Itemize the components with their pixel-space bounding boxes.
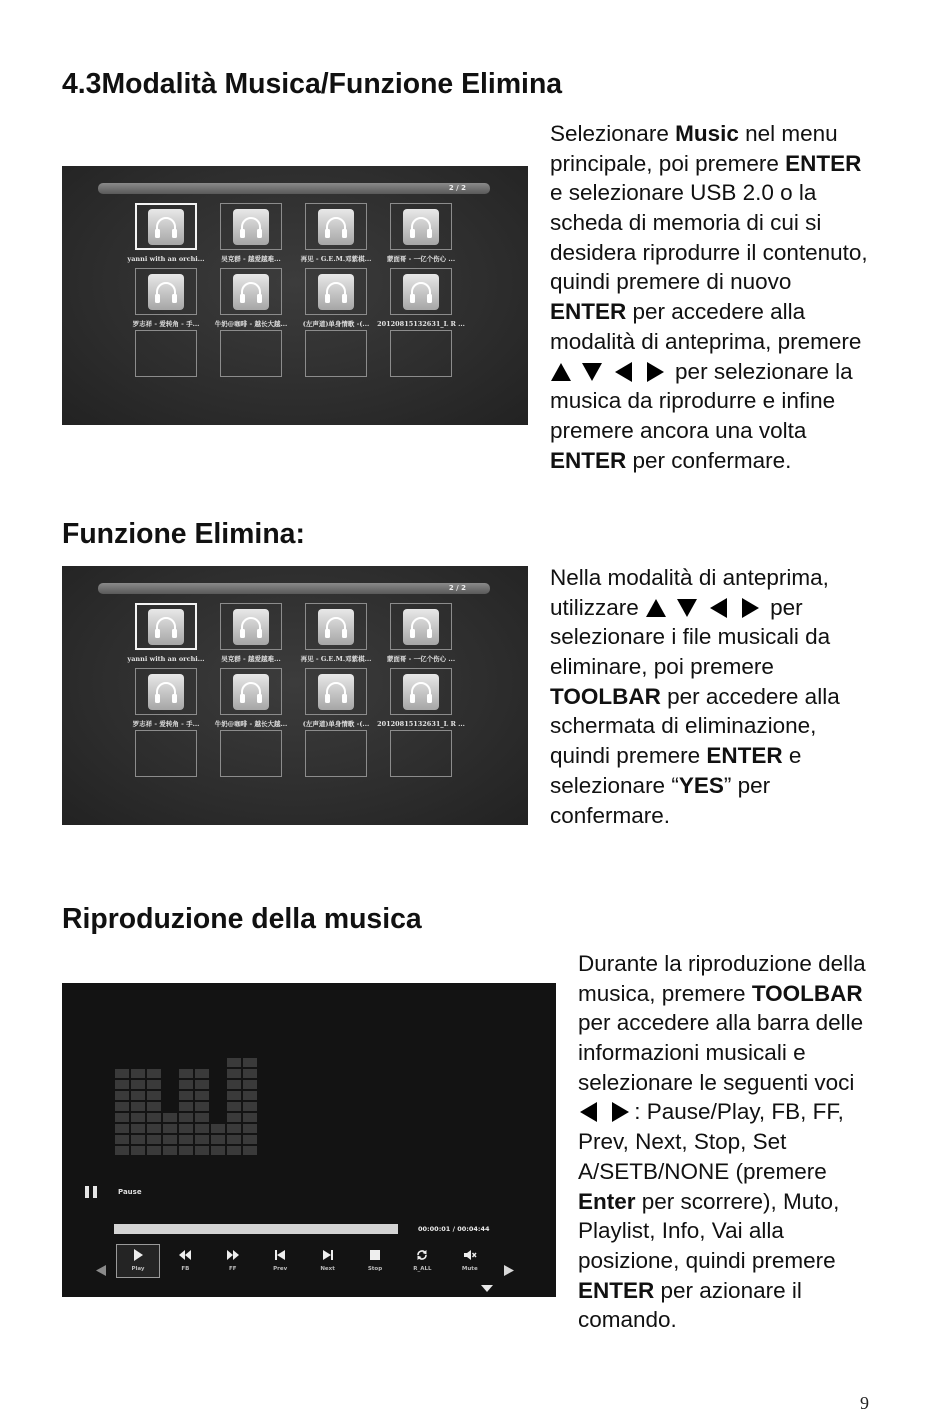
equalizer-block bbox=[147, 1080, 161, 1089]
headphones-icon bbox=[233, 274, 269, 310]
thumbnail-label: 吴克群 - 越爱越难... bbox=[221, 255, 281, 263]
text-run: per accedere alla bbox=[660, 683, 840, 709]
headphones-icon bbox=[318, 674, 354, 710]
music-thumbnail bbox=[305, 603, 367, 650]
text-line bbox=[550, 327, 868, 357]
text-run: per accedere alla barra delle bbox=[578, 1010, 864, 1036]
text-run: selezionare le seguenti voci bbox=[578, 1069, 855, 1095]
music-thumbnail bbox=[135, 268, 197, 315]
toolbar-button-label: Prev bbox=[273, 1266, 288, 1272]
empty-thumbnail-slot bbox=[220, 730, 282, 777]
equalizer-block bbox=[179, 1102, 193, 1111]
up-triangle-icon bbox=[645, 598, 667, 618]
text-run: selezionare i file musicali da bbox=[550, 624, 831, 650]
down-triangle-icon bbox=[676, 598, 698, 618]
text-run: Playlist, Info, Vai alla bbox=[578, 1218, 784, 1244]
left-triangle-icon bbox=[578, 1102, 600, 1122]
text-line bbox=[550, 563, 840, 593]
text-run: confermare. bbox=[550, 802, 671, 828]
music-thumbnail bbox=[220, 268, 282, 315]
equalizer-block bbox=[195, 1124, 209, 1133]
text-line bbox=[550, 593, 840, 623]
equalizer-block bbox=[115, 1091, 129, 1100]
equalizer-block bbox=[131, 1124, 145, 1133]
text-line bbox=[550, 711, 840, 741]
thumbnail-label: 罗志祥 - 爱转角 - 手... bbox=[132, 720, 200, 728]
equalizer-block bbox=[243, 1091, 257, 1100]
delete-function-instructions bbox=[550, 563, 840, 830]
equalizer-block bbox=[227, 1113, 241, 1122]
headphones-icon bbox=[233, 674, 269, 710]
equalizer-block bbox=[115, 1080, 129, 1089]
equalizer-block bbox=[147, 1113, 161, 1122]
right-triangle-icon bbox=[739, 598, 761, 618]
toolbar-button-mute bbox=[448, 1244, 492, 1278]
equalizer-block bbox=[147, 1091, 161, 1100]
text-line bbox=[578, 1157, 866, 1187]
text-run: eliminare, poi premere bbox=[550, 654, 774, 680]
equalizer-block bbox=[147, 1124, 161, 1133]
thumbnail-label: (左声道)单身情歌 -(... bbox=[302, 720, 370, 728]
equalizer-block bbox=[195, 1113, 209, 1122]
text-line bbox=[578, 1068, 866, 1098]
equalizer-block bbox=[163, 1124, 177, 1133]
text-run: premere ancora una volta bbox=[550, 417, 807, 443]
right-triangle-icon bbox=[609, 1102, 631, 1122]
equalizer-block bbox=[179, 1124, 193, 1133]
equalizer-block bbox=[131, 1069, 145, 1078]
music-thumbnail bbox=[305, 203, 367, 250]
headphones-icon bbox=[233, 609, 269, 645]
text-run: quindi premere di nuovo bbox=[550, 269, 792, 295]
headphones-icon bbox=[403, 274, 439, 310]
empty-thumbnail-slot bbox=[390, 730, 452, 777]
equalizer-block bbox=[115, 1102, 129, 1111]
headphones-icon bbox=[148, 609, 184, 645]
text-run: musica da riprodurre e infine bbox=[550, 388, 836, 414]
bold-keyword: ENTER bbox=[578, 1277, 655, 1303]
repeat-all-icon bbox=[415, 1248, 429, 1262]
mute-icon bbox=[463, 1248, 477, 1262]
left-triangle-icon bbox=[708, 598, 730, 618]
text-line bbox=[550, 149, 868, 179]
section-heading-delete-function: Funzione Elimina: bbox=[62, 518, 305, 550]
equalizer-block bbox=[243, 1146, 257, 1155]
headphones-icon bbox=[148, 209, 184, 245]
equalizer-block bbox=[179, 1080, 193, 1089]
text-line bbox=[550, 178, 868, 208]
text-line bbox=[550, 208, 868, 238]
text-line bbox=[550, 682, 840, 712]
text-run: scheda di memoria di cui si bbox=[550, 210, 822, 236]
text-run: informazioni musicali e bbox=[578, 1040, 806, 1066]
thumbnail-label: 罗志祥 - 爱转角 - 手... bbox=[132, 320, 200, 328]
headphones-icon bbox=[318, 609, 354, 645]
section-heading-music-mode: 4.3Modalità Musica/Funzione Elimina bbox=[62, 68, 563, 100]
text-run: desidera riprodurre il contenuto, bbox=[550, 239, 868, 265]
playback-instructions bbox=[578, 949, 866, 1335]
text-run: Nella modalità di anteprima, bbox=[550, 565, 829, 590]
equalizer-block bbox=[195, 1146, 209, 1155]
page-indicator: 2 / 2 bbox=[448, 184, 466, 192]
thumbnail-label: 牛奶@咖啡 - 越长大越... bbox=[214, 720, 288, 728]
page-number: 9 bbox=[860, 1393, 869, 1413]
text-line bbox=[550, 357, 868, 387]
equalizer-block bbox=[211, 1146, 225, 1155]
toolbar-button-prev bbox=[258, 1244, 302, 1278]
equalizer-block bbox=[115, 1113, 129, 1122]
toolbar-button-ff bbox=[211, 1244, 255, 1278]
music-thumbnail bbox=[305, 268, 367, 315]
text-line bbox=[550, 652, 840, 682]
music-thumbnail bbox=[305, 668, 367, 715]
headphones-icon bbox=[318, 274, 354, 310]
equalizer-block bbox=[227, 1091, 241, 1100]
down-triangle-icon bbox=[581, 362, 603, 382]
music-thumbnail bbox=[220, 668, 282, 715]
text-run: ” per bbox=[723, 772, 771, 798]
music-thumbnail bbox=[135, 603, 197, 650]
equalizer-block bbox=[115, 1135, 129, 1144]
bold-keyword: YES bbox=[678, 772, 724, 798]
equalizer-block bbox=[243, 1102, 257, 1111]
text-run: nel menu bbox=[738, 121, 838, 146]
music-thumbnail bbox=[135, 203, 197, 250]
text-line bbox=[578, 1246, 866, 1276]
text-run: e selezionare USB 2.0 o la bbox=[550, 180, 817, 206]
headphones-icon bbox=[403, 209, 439, 245]
text-line bbox=[550, 801, 840, 831]
equalizer-block bbox=[115, 1069, 129, 1078]
empty-thumbnail-slot bbox=[305, 330, 367, 377]
equalizer-block bbox=[115, 1146, 129, 1155]
headphones-icon bbox=[148, 674, 184, 710]
equalizer-block bbox=[211, 1135, 225, 1144]
text-line bbox=[550, 386, 868, 416]
empty-thumbnail-slot bbox=[305, 730, 367, 777]
headphones-icon bbox=[148, 274, 184, 310]
toolbar-button-r-all bbox=[400, 1244, 444, 1278]
text-line bbox=[550, 416, 868, 446]
empty-thumbnail-slot bbox=[135, 730, 197, 777]
text-run: : Pause/Play, FB, FF, bbox=[634, 1099, 844, 1125]
music-thumbnail-grid bbox=[62, 166, 528, 425]
toolbar-button-label: Play bbox=[131, 1266, 145, 1272]
text-run: per selezionare la bbox=[668, 358, 853, 384]
delete-browser-screenshot bbox=[62, 566, 528, 825]
equalizer-block bbox=[227, 1080, 241, 1089]
previous-icon bbox=[273, 1248, 287, 1262]
text-line bbox=[578, 1216, 866, 1246]
equalizer-block bbox=[227, 1069, 241, 1078]
empty-thumbnail-slot bbox=[135, 330, 197, 377]
thumbnail-label: 蒙面哥 - 一亿个伤心 ... bbox=[386, 255, 456, 263]
music-player-screenshot bbox=[62, 983, 556, 1297]
section-heading-playback: Riproduzione della musica bbox=[62, 903, 422, 935]
toolbar-button-label: FF bbox=[229, 1266, 237, 1272]
left-triangle-icon bbox=[578, 1102, 600, 1122]
thumbnail-label: 吴克群 - 越爱越难... bbox=[221, 655, 281, 663]
text-line bbox=[550, 741, 840, 771]
equalizer-block bbox=[131, 1080, 145, 1089]
thumbnail-label: 20120815132631_L R ... bbox=[377, 720, 465, 728]
thumbnail-label: (左声道)单身情歌 -(... bbox=[302, 320, 370, 328]
empty-thumbnail-slot bbox=[220, 330, 282, 377]
headphones-icon bbox=[403, 609, 439, 645]
text-run: posizione, quindi premere bbox=[578, 1247, 836, 1273]
equalizer-block bbox=[115, 1124, 129, 1133]
bold-keyword: TOOLBAR bbox=[550, 683, 661, 709]
headphones-icon bbox=[318, 609, 354, 645]
text-run: per azionare il bbox=[654, 1277, 802, 1303]
equalizer-block bbox=[163, 1146, 177, 1155]
toolbar-button-label: FB bbox=[181, 1266, 190, 1272]
music-thumbnail bbox=[390, 668, 452, 715]
bold-keyword: ENTER bbox=[550, 447, 627, 473]
thumbnail-label: 牛奶@咖啡 - 越长大越... bbox=[214, 320, 288, 328]
next-icon bbox=[321, 1248, 335, 1262]
equalizer-block bbox=[131, 1102, 145, 1111]
equalizer-block bbox=[243, 1058, 257, 1067]
text-run: utilizzare bbox=[550, 594, 646, 620]
music-thumbnail bbox=[220, 603, 282, 650]
equalizer-block bbox=[131, 1091, 145, 1100]
text-run: schermata di eliminazione, bbox=[550, 713, 817, 739]
music-thumbnail bbox=[390, 203, 452, 250]
equalizer-block bbox=[211, 1124, 225, 1133]
equalizer-block bbox=[179, 1146, 193, 1155]
toolbar-button-label: R_ALL bbox=[413, 1266, 432, 1272]
bold-keyword: TOOLBAR bbox=[751, 980, 863, 1006]
text-line bbox=[550, 297, 868, 327]
equalizer-block bbox=[179, 1091, 193, 1100]
toolbar-button-play bbox=[116, 1244, 160, 1278]
headphones-icon bbox=[233, 209, 269, 245]
headphones-icon bbox=[403, 609, 439, 645]
text-line bbox=[578, 1038, 866, 1068]
headphones-icon bbox=[318, 674, 354, 710]
equalizer-block bbox=[195, 1102, 209, 1111]
toolbar-right-arrow-icon bbox=[503, 1265, 515, 1276]
bold-keyword: ENTER bbox=[785, 150, 862, 176]
toolbar-down-arrow-icon bbox=[481, 1285, 493, 1292]
equalizer-block bbox=[179, 1113, 193, 1122]
left-triangle-icon bbox=[613, 362, 635, 382]
text-run: musica, premere bbox=[578, 980, 752, 1006]
thumbnail-label: 20120815132631_L R ... bbox=[377, 320, 465, 328]
playback-time: 00:00:01 / 00:04:44 bbox=[418, 1225, 490, 1233]
equalizer-block bbox=[147, 1102, 161, 1111]
text-run: e bbox=[782, 743, 802, 769]
headphones-icon bbox=[403, 674, 439, 710]
thumbnail-label: 再见 - G.E.M.邓紫棋... bbox=[300, 255, 372, 263]
equalizer-block bbox=[195, 1091, 209, 1100]
thumbnail-label: yanni with an orchi... bbox=[127, 255, 205, 263]
text-line bbox=[550, 238, 868, 268]
headphones-icon bbox=[148, 674, 184, 710]
headphones-icon bbox=[318, 274, 354, 310]
music-thumbnail-grid bbox=[62, 566, 528, 825]
progress-bar bbox=[114, 1224, 398, 1234]
equalizer-block bbox=[243, 1069, 257, 1078]
toolbar-button-next bbox=[306, 1244, 350, 1278]
thumbnail-label: 再见 - G.E.M.邓紫棋... bbox=[300, 655, 372, 663]
text-run: principale, poi premere bbox=[550, 150, 786, 176]
equalizer-block bbox=[243, 1113, 257, 1122]
text-line bbox=[550, 622, 840, 652]
headphones-icon bbox=[318, 209, 354, 245]
equalizer-block bbox=[195, 1080, 209, 1089]
page-indicator: 2 / 2 bbox=[448, 584, 466, 592]
up-triangle-icon bbox=[550, 362, 572, 382]
right-triangle-icon bbox=[739, 598, 761, 618]
equalizer-block bbox=[179, 1069, 193, 1078]
up-triangle-icon bbox=[550, 362, 572, 382]
thumbnail-label: yanni with an orchi... bbox=[127, 655, 205, 663]
down-triangle-icon bbox=[581, 362, 603, 382]
pause-icon bbox=[85, 1186, 97, 1198]
toolbar-button-label: Mute bbox=[461, 1266, 478, 1272]
equalizer-block bbox=[131, 1113, 145, 1122]
headphones-icon bbox=[403, 209, 439, 245]
fast-forward-icon bbox=[226, 1248, 240, 1262]
headphones-icon bbox=[233, 209, 269, 245]
text-run: selezionare “ bbox=[550, 772, 679, 798]
equalizer-block bbox=[163, 1113, 177, 1122]
bold-keyword: ENTER bbox=[550, 299, 627, 325]
music-mode-instructions bbox=[550, 119, 868, 475]
equalizer-block bbox=[163, 1135, 177, 1144]
text-run: Durante la riproduzione della bbox=[578, 951, 866, 976]
toolbar-button-label: Stop bbox=[367, 1266, 383, 1272]
equalizer-block bbox=[227, 1124, 241, 1133]
text-run: modalità di anteprima, premere bbox=[550, 328, 862, 354]
text-run: per accedere alla bbox=[626, 299, 806, 325]
text-run: Selezionare bbox=[550, 121, 676, 146]
text-line bbox=[578, 1008, 866, 1038]
headphones-icon bbox=[403, 274, 439, 310]
equalizer-block bbox=[195, 1135, 209, 1144]
equalizer-block bbox=[243, 1124, 257, 1133]
music-browser-screenshot bbox=[62, 166, 528, 425]
equalizer-block bbox=[195, 1069, 209, 1078]
equalizer-block bbox=[131, 1146, 145, 1155]
equalizer-block bbox=[147, 1146, 161, 1155]
text-run: quindi premere bbox=[550, 743, 707, 769]
bold-keyword: ENTER bbox=[706, 743, 783, 769]
equalizer-block bbox=[243, 1080, 257, 1089]
equalizer-block bbox=[147, 1069, 161, 1078]
text-line bbox=[578, 949, 866, 979]
text-run: per confermare. bbox=[626, 447, 792, 473]
headphones-icon bbox=[233, 274, 269, 310]
equalizer-block bbox=[227, 1058, 241, 1067]
bold-keyword: Music bbox=[675, 121, 739, 146]
toolbar-button-label: Next bbox=[320, 1266, 335, 1272]
text-line bbox=[578, 1187, 866, 1217]
text-line bbox=[578, 1276, 866, 1306]
text-run: Prev, Next, Stop, Set bbox=[578, 1129, 787, 1155]
left-triangle-icon bbox=[613, 362, 635, 382]
right-triangle-icon bbox=[644, 362, 666, 382]
text-run: A/SETB/NONE (premere bbox=[578, 1158, 827, 1184]
toolbar-button-stop bbox=[353, 1244, 397, 1278]
empty-thumbnail-slot bbox=[390, 330, 452, 377]
equalizer-block bbox=[131, 1135, 145, 1144]
equalizer-block bbox=[243, 1135, 257, 1144]
text-line bbox=[578, 1305, 866, 1335]
equalizer-block bbox=[147, 1135, 161, 1144]
music-thumbnail bbox=[220, 203, 282, 250]
fast-backward-icon bbox=[178, 1248, 192, 1262]
music-thumbnail bbox=[390, 603, 452, 650]
equalizer-block bbox=[179, 1135, 193, 1144]
text-line bbox=[550, 119, 868, 149]
text-run: per scorrere), Muto, bbox=[635, 1188, 840, 1214]
text-line bbox=[578, 1127, 866, 1157]
music-thumbnail bbox=[135, 668, 197, 715]
headphones-icon bbox=[148, 274, 184, 310]
equalizer-block bbox=[227, 1102, 241, 1111]
down-triangle-icon bbox=[676, 598, 698, 618]
equalizer-block bbox=[227, 1146, 241, 1155]
play-icon bbox=[131, 1248, 145, 1262]
text-run: comando. bbox=[578, 1307, 677, 1333]
headphones-icon bbox=[233, 674, 269, 710]
playback-status: Pause bbox=[118, 1188, 142, 1196]
text-line bbox=[550, 771, 840, 801]
text-line bbox=[578, 979, 866, 1009]
music-thumbnail bbox=[390, 268, 452, 315]
text-run: per bbox=[763, 594, 803, 620]
text-line bbox=[550, 446, 868, 476]
equalizer-block bbox=[227, 1135, 241, 1144]
headphones-icon bbox=[233, 609, 269, 645]
toolbar-left-arrow-icon bbox=[95, 1265, 107, 1276]
right-triangle-icon bbox=[644, 362, 666, 382]
headphones-icon bbox=[148, 609, 184, 645]
text-line bbox=[578, 1097, 866, 1127]
stop-icon bbox=[368, 1248, 382, 1262]
headphones-icon bbox=[403, 674, 439, 710]
headphones-icon bbox=[148, 209, 184, 245]
text-line bbox=[550, 267, 868, 297]
left-triangle-icon bbox=[708, 598, 730, 618]
toolbar-button-fb bbox=[163, 1244, 207, 1278]
thumbnail-label: 蒙面哥 - 一亿个伤心 ... bbox=[386, 655, 456, 663]
up-triangle-icon bbox=[645, 598, 667, 618]
right-triangle-icon bbox=[609, 1102, 631, 1122]
headphones-icon bbox=[318, 209, 354, 245]
bold-keyword: Enter bbox=[578, 1188, 636, 1214]
